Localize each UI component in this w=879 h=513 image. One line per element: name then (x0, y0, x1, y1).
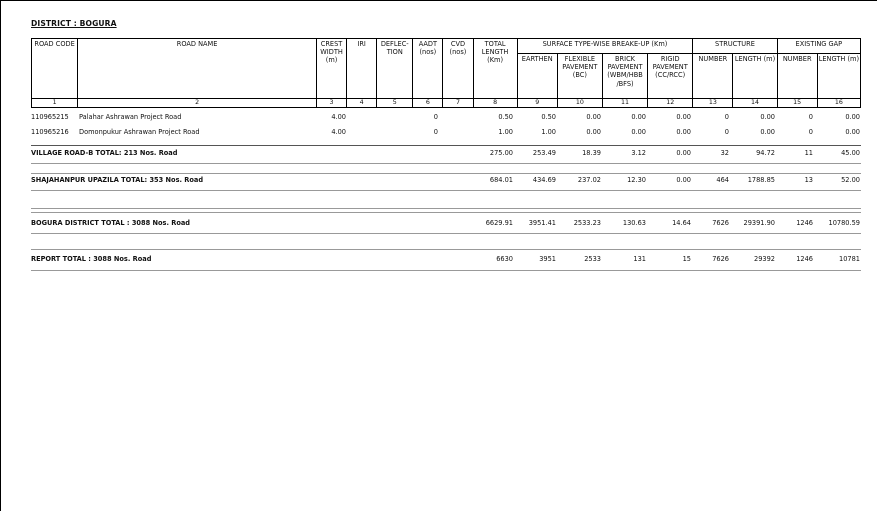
road-code: 110965215 (31, 113, 69, 121)
header-surface-group: SURFACE TYPE-WISE BREAKE-UP (Km) (517, 39, 693, 54)
flexible: 237.02 (577, 176, 601, 184)
divider (31, 163, 861, 164)
flexible: 2533 (584, 255, 601, 263)
rigid: 0.00 (676, 128, 691, 136)
structure-number: 32 (720, 149, 729, 157)
structure-length: 94.72 (756, 149, 775, 157)
header-gap-number: NUMBER (777, 54, 817, 99)
structure-number: 7626 (712, 255, 729, 263)
column-number: 13 (693, 99, 733, 108)
road-row (31, 128, 861, 138)
header-structure-group: STRUCTURE (693, 39, 777, 54)
road-row (31, 113, 861, 123)
gap-length: 45.00 (841, 149, 860, 157)
total-length: 6629.91 (485, 219, 513, 227)
divider (31, 212, 861, 213)
gap-length: 10780.59 (828, 219, 860, 227)
structure-length: 29391.90 (743, 219, 775, 227)
earthen: 434.69 (532, 176, 556, 184)
flexible: 18.39 (582, 149, 601, 157)
earthen: 3951 (539, 255, 556, 263)
gap-number: 1246 (796, 219, 813, 227)
header-rigid: RIGID PAVEMENT (CC/RCC) (648, 54, 693, 99)
header-flexible: FLEXIBLE PAVEMENT (BC) (557, 54, 602, 99)
column-number: 6 (413, 99, 443, 108)
column-number: 10 (557, 99, 602, 108)
divider (31, 208, 861, 209)
structure-length: 1788.85 (747, 176, 775, 184)
gap-number: 11 (804, 149, 813, 157)
crest-width: 4.00 (331, 113, 346, 121)
structure-number: 464 (716, 176, 729, 184)
total-label: BOGURA DISTRICT TOTAL : 3088 Nos. Road (31, 219, 191, 227)
header-existing-gap-group: EXISTING GAP (777, 39, 860, 54)
column-number: 5 (377, 99, 413, 108)
brick: 0.00 (631, 128, 646, 136)
crest-width: 4.00 (331, 128, 346, 136)
column-number: 2 (78, 99, 317, 108)
brick: 131 (633, 255, 646, 263)
gap-length: 52.00 (841, 176, 860, 184)
road-name: Domonpukur Ashrawan Project Road (79, 128, 200, 136)
column-number: 7 (443, 99, 473, 108)
gap-number: 1246 (796, 255, 813, 263)
total-label: REPORT TOTAL : 3088 Nos. Road (31, 255, 152, 263)
gap-length: 0.00 (845, 113, 860, 121)
gap-length: 10781 (839, 255, 860, 263)
total-row-report (31, 255, 861, 265)
structure-number: 0 (724, 128, 729, 136)
header-brick: BRICK PAVEMENT (WBM/HBB /BFS) (602, 54, 647, 99)
divider (31, 233, 861, 234)
total-length: 684.01 (489, 176, 513, 184)
header-crest-width: CREST WIDTH (m) (317, 39, 347, 99)
column-number: 9 (517, 99, 557, 108)
aadt: 0 (433, 113, 438, 121)
header-structure-length: LENGTH (m) (733, 54, 777, 99)
header-iri: IRI (347, 39, 377, 99)
road-name: Palahar Ashrawan Project Road (79, 113, 182, 121)
column-number: 16 (817, 99, 860, 108)
rigid: 14.64 (672, 219, 691, 227)
rigid: 0.00 (676, 176, 691, 184)
column-number: 14 (733, 99, 777, 108)
header-road-code: ROAD CODE (32, 39, 78, 99)
earthen: 253.49 (532, 149, 556, 157)
brick: 0.00 (631, 113, 646, 121)
total-length: 275.00 (489, 149, 513, 157)
earthen: 1.00 (541, 128, 556, 136)
header-aadt: AADT (nos) (413, 39, 443, 99)
divider (31, 270, 861, 271)
district-title: DISTRICT : BOGURA (31, 19, 117, 28)
column-number: 3 (317, 99, 347, 108)
divider (31, 173, 861, 174)
column-number: 15 (777, 99, 817, 108)
divider (31, 249, 861, 250)
header-structure-number: NUMBER (693, 54, 733, 99)
header-road-name: ROAD NAME (78, 39, 317, 99)
gap-number: 13 (804, 176, 813, 184)
header-gap-length: LENGTH (m) (817, 54, 860, 99)
brick: 130.63 (622, 219, 646, 227)
brick: 3.12 (631, 149, 646, 157)
gap-length: 0.00 (845, 128, 860, 136)
structure-length: 0.00 (760, 128, 775, 136)
divider (31, 145, 861, 146)
gap-number: 0 (808, 128, 813, 136)
flexible: 0.00 (586, 113, 601, 121)
column-number: 1 (32, 99, 78, 108)
column-number: 11 (602, 99, 647, 108)
earthen: 0.50 (541, 113, 556, 121)
structure-number: 0 (724, 113, 729, 121)
total-row-village (31, 149, 861, 159)
total-label: SHAJAHANPUR UPAZILA TOTAL: 353 Nos. Road (31, 176, 204, 184)
flexible: 2533.23 (573, 219, 601, 227)
column-number: 12 (648, 99, 693, 108)
column-number: 4 (347, 99, 377, 108)
brick: 12.30 (627, 176, 646, 184)
earthen: 3951.41 (528, 219, 556, 227)
road-code: 110965216 (31, 128, 69, 136)
total-label: VILLAGE ROAD-B TOTAL: 213 Nos. Road (31, 149, 178, 157)
structure-number: 7626 (712, 219, 729, 227)
gap-number: 0 (808, 113, 813, 121)
total-length: 6630 (496, 255, 513, 263)
rigid: 0.00 (676, 113, 691, 121)
total-length: 0.50 (498, 113, 513, 121)
rigid: 0.00 (676, 149, 691, 157)
total-row-district (31, 219, 861, 229)
column-number: 8 (473, 99, 517, 108)
header-deflection: DEFLEC- TION (377, 39, 413, 99)
structure-length: 29392 (754, 255, 775, 263)
header-cvd: CVD (nos) (443, 39, 473, 99)
divider (31, 190, 861, 191)
header-total-length: TOTAL LENGTH (Km) (473, 39, 517, 99)
total-length: 1.00 (498, 128, 513, 136)
aadt: 0 (433, 128, 438, 136)
structure-length: 0.00 (760, 113, 775, 121)
report-header-table (31, 38, 861, 108)
flexible: 0.00 (586, 128, 601, 136)
rigid: 15 (682, 255, 691, 263)
total-row-upazila (31, 176, 861, 186)
header-earthen: EARTHEN (517, 54, 557, 99)
